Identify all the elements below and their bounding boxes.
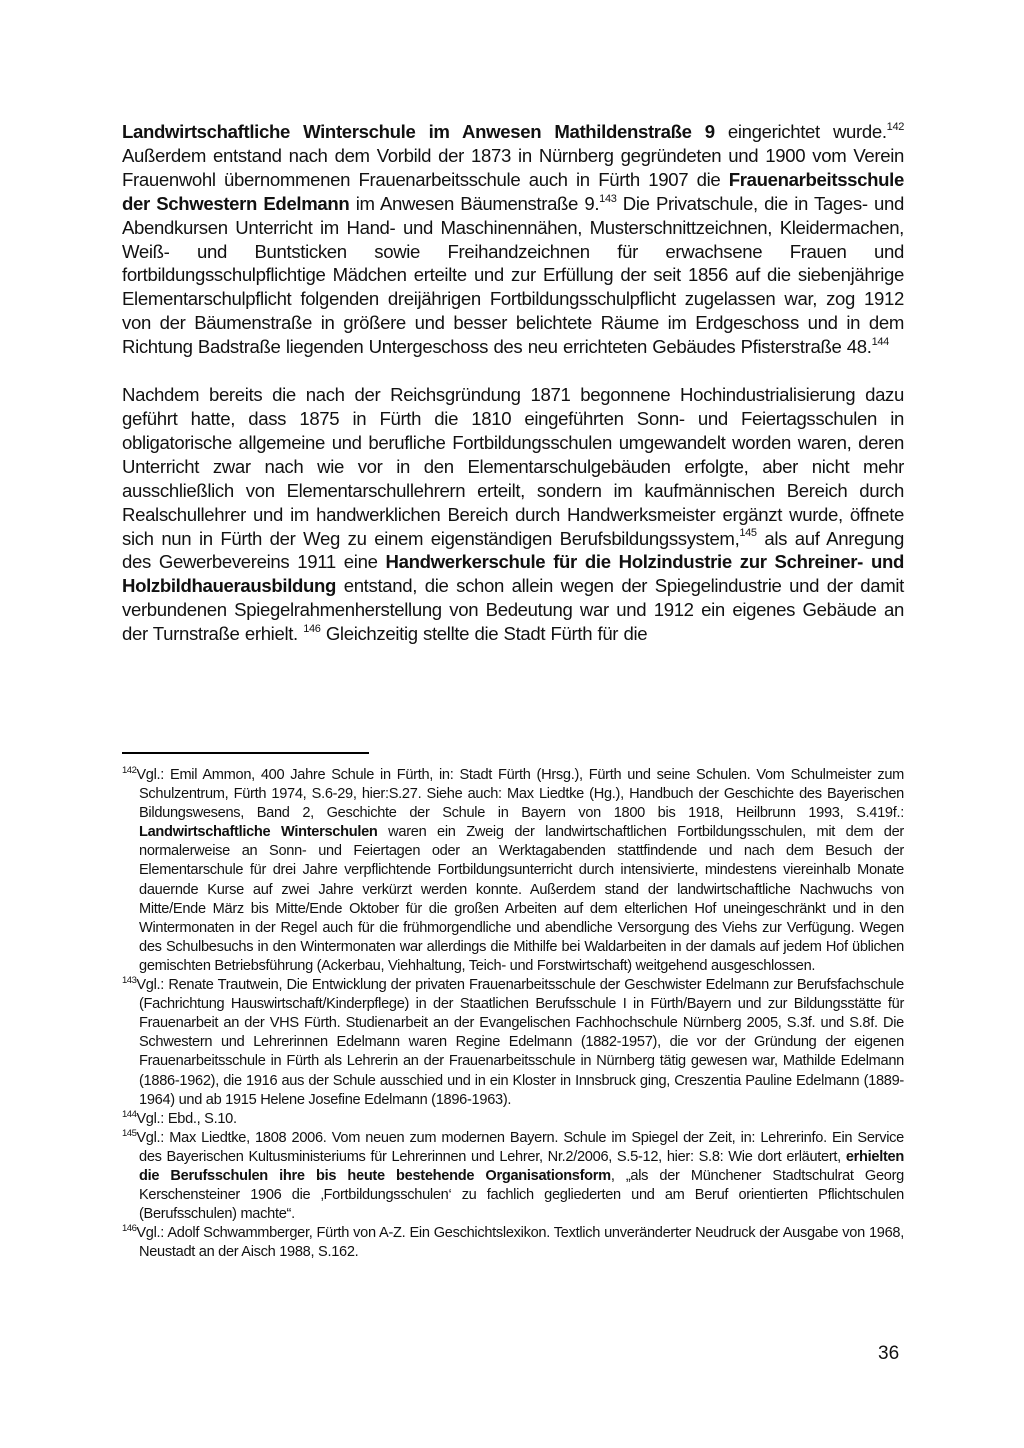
- text: im Anwesen Bäumenstraße 9.: [349, 192, 600, 214]
- text: Die Privatschule, die in Tages- und Abendkursen Unterricht im Hand- und Maschinennähen, Musterschnittzeichnen, Kleidermachen, Weiß- und Buntsticken sowie Freihandzeichnen für erwachsene Frauen und fortbildungsschulpflichtige Mädchen erteilte und zur Erfüllung der seit 1856 auf die siebenjährige Elementarschulpflicht folgenden dreijährigen Fortbildungsschulpflicht zugelassen war, zog 1912 von der Bäumenstraße in größere und besser belichtete Räume im Erdgeschoss und in dem Richtung Badstraße liegenden Untergeschoss des neu errichteten Gebäudes Pfisterstraße 48.: [122, 192, 904, 358]
- main-text: [122, 120, 904, 646]
- text: Außerdem entstand nach dem Vorbild der 1873 in Nürnberg gegründeten und 1900 vom Verein Frauenwohl übernommenen Frauenarbeitsschule auch in Fürth 1907 die: [122, 144, 904, 190]
- footnote-146: [122, 1224, 904, 1262]
- text: eingerichtet wurde.: [714, 121, 887, 142]
- footnote-ref[interactable]: 146: [303, 622, 321, 635]
- text: Vgl.: Ebd., S.10.: [136, 1110, 237, 1127]
- footnote-number: 146: [122, 1223, 137, 1235]
- text: entstand, die schon allein wegen der Spiegelindustrie und der damit verbundenen Spiegelrahmenherstellung von Bedeutung war und 1912 ein eigenes Gebäude an der Turnstraße erhielt.: [122, 575, 904, 645]
- text: Nachdem bereits die nach der Reichsgründung 1871 begonnene Hochindustrialisierung dazu geführt hatte, dass 1875 in Fürth die 1810 eingeführten Sonn- und Feiertagsschulen in obligatorische allgemeine und berufliche Fortbildungsschulen umgewandelt worden waren, deren Unterricht zwar nach wie vor in den Elementarschulgebäuden erfolgte, aber nicht mehr ausschließlich von Elementarschullehrern erteilt, sondern im kaufmännischen Bereich durch Realschullehrer und im handwerklichen Bereich durch Handwerksmeister ergänzt wurde, öffnete sich nun in Fürth der Weg zu einem eigenständigen Berufsbildungssystem,: [122, 384, 904, 549]
- footnote-ref[interactable]: 142: [886, 120, 904, 133]
- page-number: 36: [878, 1343, 900, 1364]
- footnote-ref[interactable]: 145: [739, 527, 757, 540]
- footnotes: [122, 766, 904, 1262]
- bold-term: erhielten die Berufsschulen ihre bis heute bestehende Organisationsform: [139, 1148, 904, 1184]
- bold-term: Handwerkerschule für die Holzindustrie zur Schreiner- und Holzbildhauerausbildung: [122, 551, 904, 597]
- bold-term: Landwirtschaftliche Winterschule im Anwesen Mathildenstraße 9: [122, 121, 715, 142]
- text: waren ein Zweig der landwirtschaftlichen Fortbildungsschulen, mit dem der normalerweise an Sonn- und Feiertagen oder an Werktagabenden stattfindende und nach dem Besuch der Elementarschule für drei Jahre verpflichtende Fortbildungsunterricht durch intensivierte, mindestens viereinhalb Monate dauernde Kurse auf zwei Jahre verkürzt werden konnte. Außerdem stand der landwirtschaftliche Nachwuchs von Mitte/Ende März bis Mitte/Ende Oktober für die großen Arbeiten auf dem elterlichen Hof uneingeschränkt und in den Wintermonaten in der Regel auch für die frühmorgendliche und abendliche Versorgung des Viehs zur Verfügung. Wegen des Schulbesuchs in den Wintermonaten war allerdings die Mithilfe bei Waldarbeiten in der damals auf jedem Hof üblichen gemischten Betriebsführung (Ackerbau, Viehhaltung, Teich- und Forstwirtschaft) weitgehend ausgeschlossen.: [139, 824, 904, 974]
- paragraph: [122, 383, 904, 646]
- footnote-144: [122, 1110, 904, 1129]
- footnote-ref[interactable]: 144: [871, 335, 889, 348]
- footnote-ref[interactable]: 143: [599, 192, 617, 205]
- footnote-number: 143: [122, 975, 137, 987]
- bold-term: Frauenarbeitsschule der Schwestern Edelmann: [122, 168, 904, 214]
- footnote-number: 145: [122, 1127, 137, 1139]
- text: als auf Anregung des Gewerbevereins 1911 eine: [122, 527, 904, 573]
- footnote-145: [122, 1129, 904, 1224]
- bold-term: Landwirtschaftliche Winterschulen: [139, 824, 378, 841]
- footnote-number: 144: [122, 1108, 137, 1120]
- text: Vgl.: Max Liedtke, 1808 2006. Vom neuen zum modernen Bayern. Schule im Spiegel der Zeit, in: Lehrerinfo. Ein Service des Bayerischen Kultusministeriums für Lehrerinnen und Lehrer, Nr.2/2006, S.5-12, hier: S.8: Wie dort erläutert,: [136, 1129, 904, 1165]
- footnote-number: 142: [122, 765, 137, 777]
- footnote-separator: [122, 752, 369, 754]
- text: Vgl.: Renate Trautwein, Die Entwicklung der privaten Frauenarbeitsschule der Geschwister Edelmann zur Berufsfachschule (Fachrichtung Hauswirtschaft/Kinderpflege) in der Staatlichen Berufsschule I in Fürth/Bayern und zur Bildungsstätte für Frauenarbeit an der VHS Fürth. Studienarbeit an der Evangelischen Fachhochschule Nürnberg 2005, S.3f. und S.8f. Die Schwestern und Lehrerinnen Edelmann waren Regine Edelmann (1882-1957), die vor der Gründung der eigenen Frauenarbeitsschule in Fürth als Lehrerin an der Frauenarbeitsschule in Nürnberg tätig gewesen war, Mathilde Edelmann (1886-1962), die 1916 aus der Schule ausschied und in ein Kloster in Innsbruck ging, Creszentia Pauline Edelmann (1889-1964) und ab 1915 Helene Josefine Edelmann (1896-1963).: [136, 977, 904, 1108]
- text: Gleichzeitig stellte die Stadt Fürth für die: [320, 623, 648, 645]
- text: Vgl.: Emil Ammon, 400 Jahre Schule in Fürth, in: Stadt Fürth (Hrsg.), Fürth und seine Schulen. Vom Schulmeister zum Schulzentrum, Fürth 1974, S.6-29, hier:S.27. Siehe auch: Max Liedtke (Hg.), Handbuch der Geschichte des Bayerischen Bildungswesens, Band 2, Geschichte der Schule in Bayern von 1800 bis 1918, Heilbrunn 1993, S.419f.:: [136, 767, 904, 822]
- paragraph: [122, 120, 904, 359]
- footnote-142: [122, 766, 904, 976]
- footnote-143: [122, 976, 904, 1110]
- text: Vgl.: Adolf Schwammberger, Fürth von A-Z. Ein Geschichtslexikon. Textlich unveränderter Neudruck der Ausgabe von 1968, Neustadt an der Aisch 1988, S.162.: [136, 1225, 904, 1261]
- text: , „als der Münchener Stadtschulrat Georg Kerschensteiner 1906 die ‚Fortbildungsschulen‘ zu fachlich gegliederten und am Beruf orientierten Pflichtschulen (Berufsschulen) machte“.: [139, 1167, 904, 1223]
